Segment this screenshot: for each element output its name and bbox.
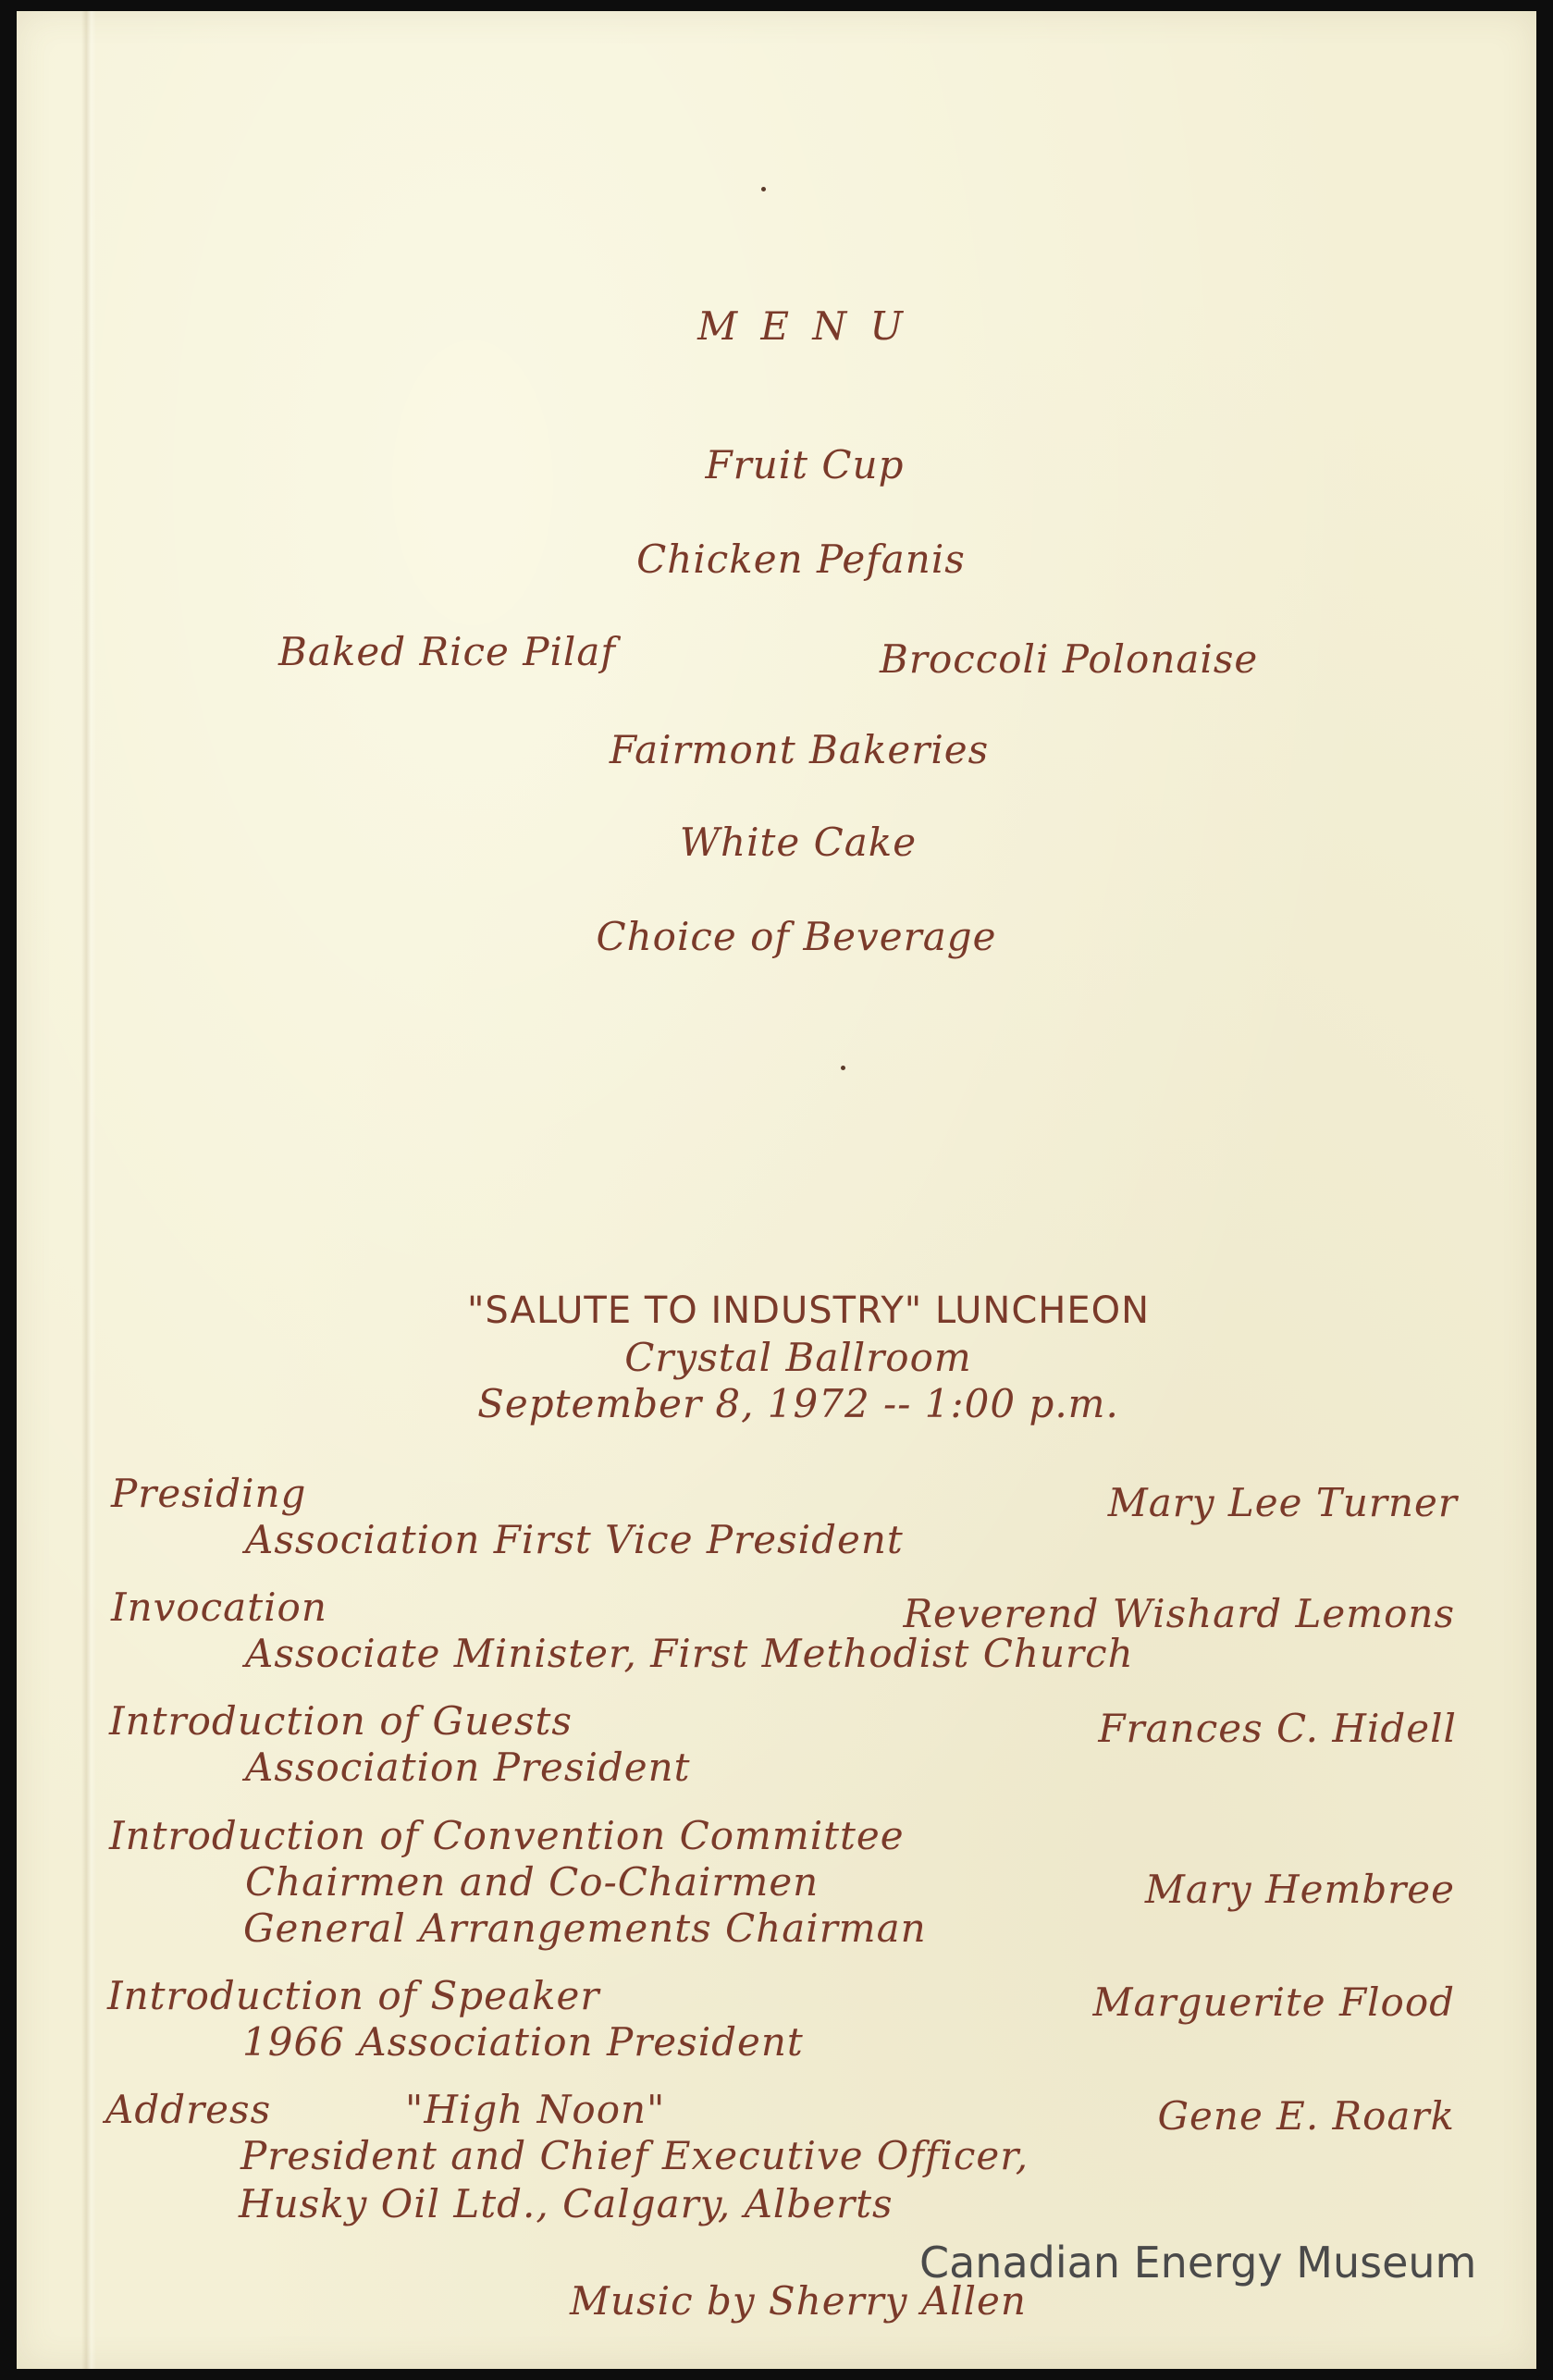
event-venue: Crystal Ballroom <box>624 1335 972 1380</box>
program-detail-speaker: 1966 Association President <box>242 2019 804 2065</box>
program-detail-presiding: Association First Vice President <box>245 1517 904 1562</box>
menu-card <box>17 11 1536 2369</box>
program-role-invocation: Invocation <box>111 1585 327 1630</box>
program-detail-invocation: Associate Minister, First Methodist Church <box>245 1631 1134 1676</box>
program-role-guests: Introduction of Guests <box>109 1698 573 1744</box>
menu-heading: M E N U <box>697 303 908 349</box>
program-detail-guests: Association President <box>245 1745 691 1790</box>
music-credit: Music by Sherry Allen <box>570 2278 1027 2324</box>
program-role-presiding: Presiding <box>111 1471 307 1516</box>
watermark: Canadian Energy Museum <box>919 2238 1477 2288</box>
program-role-speaker: Introduction of Speaker <box>107 1973 600 2018</box>
event-date: September 8, 1972 -- 1:00 p.m. <box>477 1381 1119 1426</box>
program-detail-address: President and Chief Executive Officer, <box>240 2133 1029 2178</box>
program-person-committee: Mary Hembree <box>1144 1867 1455 1912</box>
program-detail2-committee: General Arrangements Chairman <box>243 1905 927 1951</box>
event-title: "SALUTE TO INDUSTRY" LUNCHEON <box>466 1289 1151 1332</box>
menu-item-broccoli: Broccoli Polonaise <box>880 636 1259 682</box>
menu-item-cake: White Cake <box>679 820 918 865</box>
program-person-invocation: Reverend Wishard Lemons <box>903 1591 1455 1636</box>
program-person-guests: Frances C. Hidell <box>1098 1706 1457 1751</box>
program-address-title: "High Noon" <box>405 2087 666 2132</box>
menu-item-bakeries: Fairmont Bakeries <box>609 727 990 772</box>
menu-item-fruit-cup: Fruit Cup <box>705 442 905 487</box>
menu-item-chicken: Chicken Pefanis <box>636 536 966 582</box>
program-person-presiding: Mary Lee Turner <box>1107 1480 1458 1525</box>
menu-item-rice: Baked Rice Pilaf <box>278 629 616 674</box>
paper-fold <box>81 11 96 2369</box>
ink-speck <box>841 1066 845 1070</box>
program-detail-committee: Chairmen and Co-Chairmen <box>245 1859 820 1905</box>
program-role-committee: Introduction of Convention Committee <box>109 1813 905 1858</box>
program-detail2-address: Husky Oil Ltd., Calgary, Alberts <box>239 2181 894 2226</box>
ink-speck <box>761 187 766 191</box>
program-person-speaker: Marguerite Flood <box>1092 1979 1455 2025</box>
program-role-address: Address <box>105 2087 272 2132</box>
menu-item-beverage: Choice of Beverage <box>596 914 997 959</box>
program-person-address: Gene E. Roark <box>1157 2093 1455 2139</box>
